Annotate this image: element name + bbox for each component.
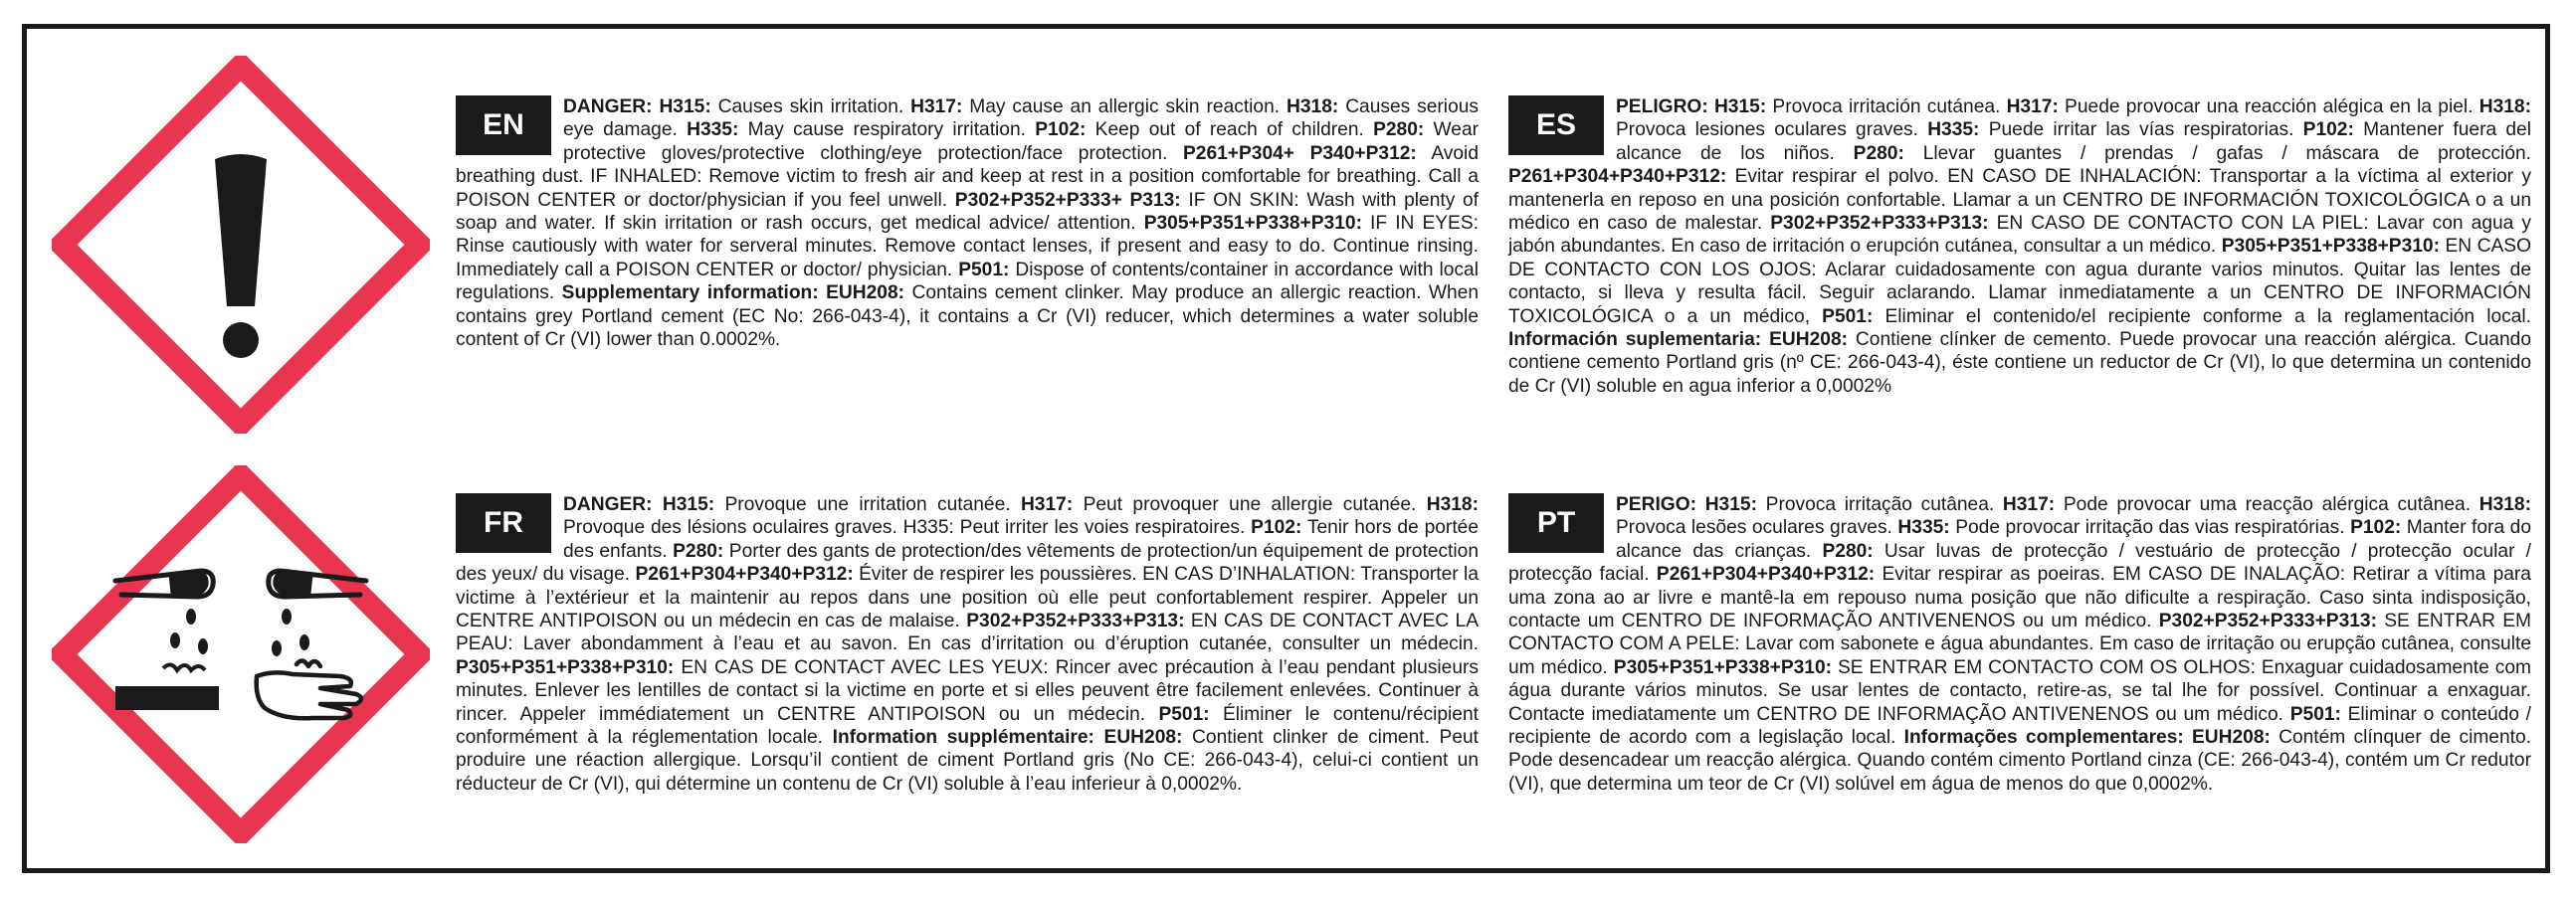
statement-code: H318: [1426,494,1479,515]
statement-text: Llevar guantes / prendas / gafas / máscara de protección. [1903,142,2531,164]
hazard-text-pt [1508,493,2531,796]
statement-code: P302+P352+P333+P313: [1770,213,1989,235]
statement-code: H318: [1287,96,1339,117]
exclamation-mark-icon [52,56,430,434]
corrosion-icon [52,465,430,843]
statement-text: Usar luvas de protecção / vestuário de protecção / protecção ocular / protecção facial. [1508,540,2532,586]
statement-text: Evitar respirar as poeiras. EM CASO DE INALAÇÃO: Retirar a vítima para uma zona ao ar livre e mantê-la em repouso numa posição que não dificulte a respiração. Caso sinta indisposição, contacte um CENTRO DE INFORMAÇÃO ANTIVENENOS ou um médico. [1508,564,2531,632]
statement-text: May cause respiratory irritation. [738,119,1036,141]
statement-code: P280: [1373,119,1425,141]
statement-text: Keep out of reach of children. [1086,119,1374,141]
statement-text: Provoque des lésions oculaires graves. H335: Peut irriter les voies respiratoires. [563,517,1252,539]
hazard-diamond [62,475,420,833]
statement-code: P261+P304+ P340+P312: [1182,142,1417,164]
exclamation-dot [223,322,259,358]
statement-text: Éliminer le contenu/récipient conformément à la réglementation locale. [456,703,1479,749]
statement-text: SE ENTRAR EM CONTACTO COM A PELE: Lavar com sabonete e água abundantes. Em caso de irritação ou erupção cutânea, consulte um médico. [1508,611,2531,678]
statement-text: Manter fora do alcance das crianças. [1616,517,2531,562]
statement-code: H317: [2006,96,2059,117]
statement-code: DANGER: H315: [563,494,715,515]
language-tag-pt: PT [1508,493,1604,553]
language-tag-es: ES [1508,95,1604,155]
statement-text: May cause an allergic skin reaction. [962,96,1288,117]
statement-code: H318: [2478,494,2531,515]
statement-code: P261+P304+P340+P312: [1508,166,1727,188]
statement-text: Contém clínquer de cimento. Pode desencadear um reacção alérgica. Quando contém cimento Portland cinza (CE: 266-043-4), contém um Cr redutor (VI), que determina um teor de Cr (VI) solúvel em água de menos do que 0,0002%. [1508,727,2531,795]
statement-code: P280: [673,540,724,562]
statement-text: Puede irritar las vías respiratorias. [1979,119,2303,141]
language-tag-en: EN [456,95,551,155]
statement-code: P501: [958,259,1010,280]
language-tag-fr: FR [456,493,551,553]
statement-text: Avoid breathing dust. IF INHALED: Remove victim to fresh air and keep at rest in a position comfortable for breathing. Call a POISON CENTER or doctor/physician if you feel unwell. [456,142,1479,211]
statement-code: P302+P352+P333+ P313: [954,189,1181,211]
statement-code: DANGER: H315: [563,96,711,117]
statement-code: P280: [1822,540,1874,562]
statement-text: Peut provoquer une allergie cutanée. [1073,494,1427,515]
statement-code: P305+P351+P338+P310: [2221,236,2440,258]
statement-code: P501: [1822,305,1874,327]
statement-text: Eliminar o conteúdo / recipiente de acordo com a legislação local. [1508,703,2531,749]
statement-text: Provoca irritación cutánea. [1766,96,2007,117]
statement-code: P305+P351+P338+P310: [456,656,675,678]
statement-text: SE ENTRAR EM CONTACTO COM OS OLHOS: Enxaguar cuidadosamente com água durante vários minutos. Se usar lentes de contacto, retire-as, se tal lhe for possível. Continuar a enxaguar. Contacte imediatamente um CENTRO DE INFORMAÇÃO ANTIVENENOS ou um médico. [1508,656,2531,725]
hazard-text-es [1508,95,2531,398]
statement-code: H317: [1020,494,1074,515]
statement-code: PERIGO: H315: [1616,494,1757,515]
statement-text: EN CAS DE CONTACT AVEC LES YEUX: Rincer avec précaution à l’eau pendant plusieurs minutes. Enlever les lentilles de contact si la victime en porte et si elles peuvent être facilement enlevées. Continuer à rincer. Appeler immédiatement un CENTRE ANTIPOISON ou un médecin. [456,656,1479,725]
statement-code: Supplementary information: EUH208: [561,282,905,304]
statement-text: Mantener fuera del alcance de los niños. [1616,119,2531,164]
statement-text: Provoca irritação cutânea. [1756,494,2003,515]
statement-text: Puede provocar una reacción alégica en la piel. [2058,96,2479,117]
statement-text: Wear protective gloves/protective clothing/eye protection/face protection. [563,119,1480,164]
statement-code: PELIGRO: H315: [1616,96,1767,117]
statement-text: IF IN EYES: Rinse cautiously with water for serveral minutes. Remove contact lenses, if present and easy to do. Continue rinsing. Immediately call a POISON CENTER or doctor/ physician. [456,213,1479,280]
statement-code: P261+P304+P340+P312: [635,564,854,586]
statement-code: H318: [2478,96,2531,117]
statement-text: Dispose of contents/container in accordance with local regulations. [456,259,1479,304]
statement-code: P302+P352+P333+P313: [2158,611,2377,632]
statement-code: Informações complementares: EUH208: [1903,727,2271,749]
statement-code: Information supplémentaire: EUH208: [832,727,1183,749]
statement-text: Eliminar el contenido/el recipiente conforme a la reglamentación local. [1873,305,2531,327]
statement-text: EN CASO DE CONTACTO CON LOS OJOS: Aclarar cuidadosamente con agua durante varios minutos. Quitar las lentes de contacto, si lleva y resulta fácil. Seguir aclarando. Llamar inmediatamente a un CENTRO DE INFORMACIÓN TOXICOLÓGICA o a un médico, [1508,236,2531,327]
statement-text: Éviter de respirer les poussières. EN CAS D’INHALATION: Transporter la victime à l’extérieur et la maintenir au repos dans une position où elle peut confortablement respirer. Appeler un CENTRE ANTIPOISON ou un médecin en cas de malaise. [456,564,1479,632]
statement-code: P102: [1035,119,1087,141]
statement-text: Contient clinker de ciment. Peut produire une réaction allergique. Lorsqu’il contient de ciment Portland gris (No CE: 266-043-4), celui-ci contient un réducteur de Cr (VI), qui détermine un contenu de Cr (VI) soluble à l’eau inferieur à 0,0002%. [456,727,1479,795]
statement-text: Causes serious eye damage. [563,96,1480,141]
statement-code: P102: [2350,517,2402,539]
statement-text: Pode provocar irritação das vias respiratórias. [1949,517,2351,539]
statement-text: EN CASO DE CONTACTO CON LA PIEL: Lavar con agua y jabón abundantes. En caso de irritación o erupción cutánea, consultar a un médico. [1508,213,2531,258]
statement-code: P102: [2302,119,2354,141]
statement-text: Causes skin irritation. [710,96,911,117]
statement-code: P501: [2289,703,2341,725]
statement-code: H317: [2002,494,2056,515]
statement-code: Información suplementaria: EUH208: [1508,329,1849,351]
statement-code: P261+P304+P340+P312: [1656,564,1876,586]
hazard-text-en [456,95,1479,351]
statement-text: Pode provocar uma reacção alérgica cutânea. [2055,494,2479,515]
statement-code: H317: [910,96,963,117]
statement-code: H335: [687,119,739,141]
statement-text: Porter des gants de protection/des vêtements de protection/un équipement de protection des yeux/ du visage. [456,540,1479,586]
statement-code: H335: [1897,517,1950,539]
statement-code: P501: [1158,703,1210,725]
statement-text: Provoca lesões oculares graves. [1616,517,1898,539]
statement-code: P302+P352+P333+P313: [966,611,1185,632]
statement-code: P280: [1853,142,1904,164]
statement-text: Provoca lesiones oculares graves. [1616,119,1928,141]
statement-text: Provoque une irritation cutanée. [714,494,1021,515]
statement-code: P102: [1251,517,1302,539]
statement-text: Evitar respirar el polvo. EN CASO DE INHALACIÓN: Transportar a la víctima al exterior y mantenerla en reposo en una posición confortable. Llamar a un CENTRO DE INFORMACIÓN TOXICOLÓGICA o a un médico en caso de malestar. [1508,166,2531,235]
statement-code: P305+P351+P338+P310: [1613,656,1833,678]
statement-code: H335: [1927,119,1980,141]
statement-text: Contains cement clinker. May produce an allergic reaction. When contains grey Portland cement (EC No: 266-043-4), it contains a Cr (VI) reducer, which determines a water soluble content of Cr (VI) lower than 0.0002%. [456,282,1480,351]
statement-text: Contiene clínker de cemento. Puede provocar una reacción alérgica. Cuando contiene cemento Portland gris (nº CE: 266-043-4), éste contiene un reductor de Cr (VI), lo que determina un contenido de Cr (VI) soluble en agua inferior a 0,0002% [1508,329,2531,397]
statement-text: EN CAS DE CONTACT AVEC LA PEAU: Laver abondamment à l’eau et au savon. En cas d’irritation ou d’éruption cutanée, consulter un médecin. [456,611,1480,655]
hazard-text-fr [456,493,1479,796]
statement-code: P305+P351+P338+P310: [1143,213,1362,235]
statement-text: IF ON SKIN: Wash with plenty of soap and water. If skin irritation or rash occurs, get medical advice/ attention. [456,189,1479,235]
statement-text: Tenir hors de portée des enfants. [563,517,1479,562]
